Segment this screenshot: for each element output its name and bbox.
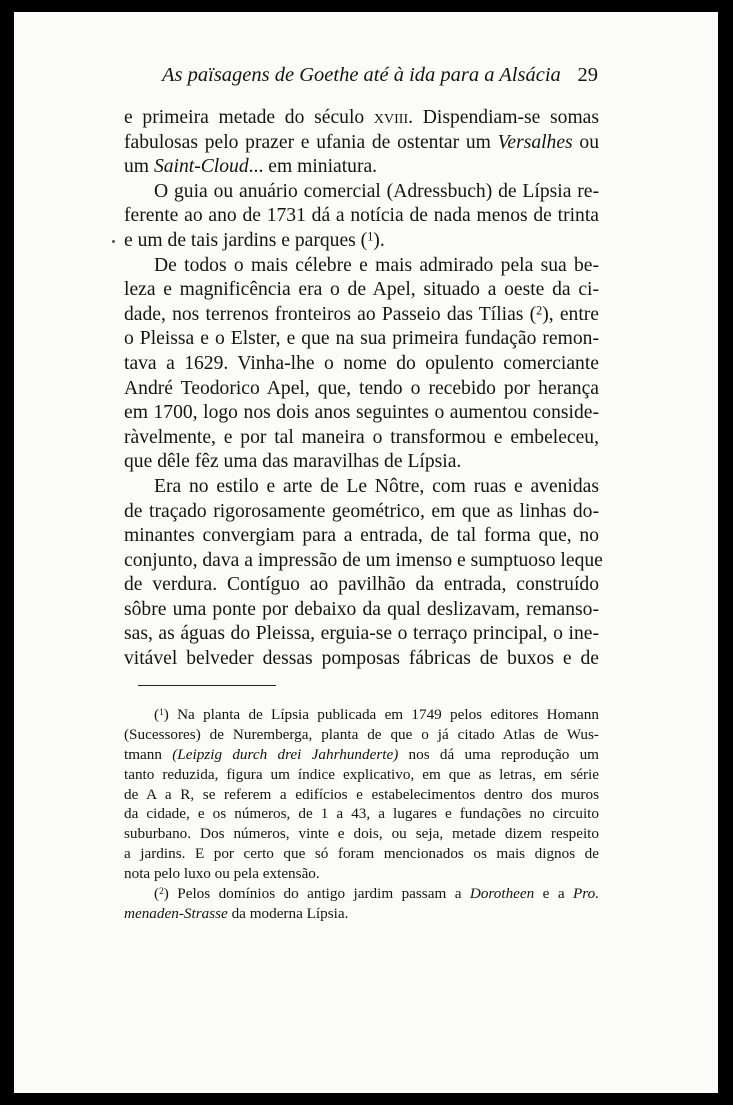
footnote-separator — [138, 685, 276, 686]
main-text — [124, 106, 603, 672]
text-line: e primeira metade do século xviii. Dispendiam-se somas — [124, 107, 600, 128]
text-line: e um de tais jardins e parques ($^1$). — [124, 229, 385, 251]
footnote-line: (Sucessores) de Nuremberga, planta de que o já citado Atlas de Wus- — [124, 725, 599, 743]
text-line: conjunto, dava a impressão de um imenso e sumptuoso leque — [124, 549, 603, 571]
footnote-line: a jardins. E por certo que só foram mencionados os mais dignos de — [124, 845, 599, 863]
text-line: De todos o mais célebre e mais admirado pela sua be- — [154, 254, 599, 276]
text-line: ferente ao ano de 1731 dá a notícia de nada menos de trinta — [124, 205, 599, 227]
footnote-line: tmann (Leipzig durch drei Jahrhunderte) nos dá uma reprodução um — [124, 745, 599, 763]
footnote-line: tanto reduzida, figura um índice explicativo, em que as letras, em série — [124, 765, 599, 783]
footnote-marker: 2 — [159, 886, 164, 897]
text-line: um Saint-Cloud... em miniatura. — [124, 156, 378, 178]
text-line: leza e magnificência era o de Apel, situado a oeste da ci- — [124, 279, 599, 301]
footnote-line: menaden-Strasse da moderna Lípsia. — [124, 904, 349, 922]
text-line: André Teodorico Apel, que, tendo o recebido por herança — [124, 377, 599, 399]
footnote-ref: 2 — [536, 303, 543, 318]
footnote-line: da cidade, e os números, de 1 a 43, a lugares e fundações no circuito — [124, 805, 599, 823]
text-line: O guia ou anuário comercial (Adressbuch) de Lípsia re- — [154, 180, 599, 202]
footnote-marker: 1 — [159, 707, 164, 718]
page-number: 29 — [577, 64, 598, 86]
text-line: minantes convergiam para a entrada, de tal forma que, no — [124, 525, 599, 547]
footnote-line: ($^2$) Pelos domínios do antigo jardim passam a Dorotheen e a Pro. — [154, 885, 600, 903]
text-line: fabulosas pelo prazer e ufania de ostentar um Versalhes ou — [124, 131, 599, 153]
footnote-ref: 1 — [367, 229, 374, 244]
text-line: o Pleissa e o Elster, e que na sua primeira fundação remon- — [124, 328, 599, 350]
footnote-line: nota pelo luxo ou pela extensão. — [124, 865, 320, 883]
footnote-line: ($^1$) Na planta de Lípsia publicada em 1749 pelos editores Homann — [154, 706, 599, 723]
footnote-line: de A a R, se referem a edifícios e estabelecimentos dentro dos muros — [124, 785, 599, 803]
text-line: ràvelmente, e por tal maneira o transformou e embeleceu, — [124, 426, 599, 448]
text-line: de verdura. Contíguo ao pavilhão da entrada, construído — [124, 574, 599, 596]
text-line: vitável belveder dessas pomposas fábricas de buxos e de — [124, 648, 599, 670]
text-line: sas, as águas do Pleissa, erguia-se o terraço principal, o ine- — [124, 623, 599, 645]
print-speck — [112, 240, 115, 243]
text-line: sôbre uma ponte por debaixo da qual deslizavam, remanso- — [124, 598, 599, 620]
footnotes — [124, 705, 599, 924]
text-line: em 1700, logo nos dois anos seguintes o aumentou conside- — [124, 402, 599, 424]
text-line: que dêle fêz uma das maravilhas de Lípsia. — [124, 451, 462, 473]
text-line: tava a 1629. Vinha-lhe o nome do opulento comerciante — [124, 352, 599, 374]
text-line: Era no estilo e arte de Le Nôtre, com ruas e avenidas — [154, 475, 599, 497]
running-header — [162, 63, 598, 87]
running-title: As païsagens de Goethe até à ida para a Alsácia — [162, 64, 561, 86]
text-line: de traçado rigorosamente geométrico, em que as linhas do- — [124, 500, 599, 522]
text-line: dade, nos terrenos fronteiros ao Passeio das Tílias ($^2$), entre — [124, 303, 599, 325]
footnote-line: suburbano. Dos números, vinte e dois, ou seja, metade dizem respeito — [124, 825, 599, 843]
